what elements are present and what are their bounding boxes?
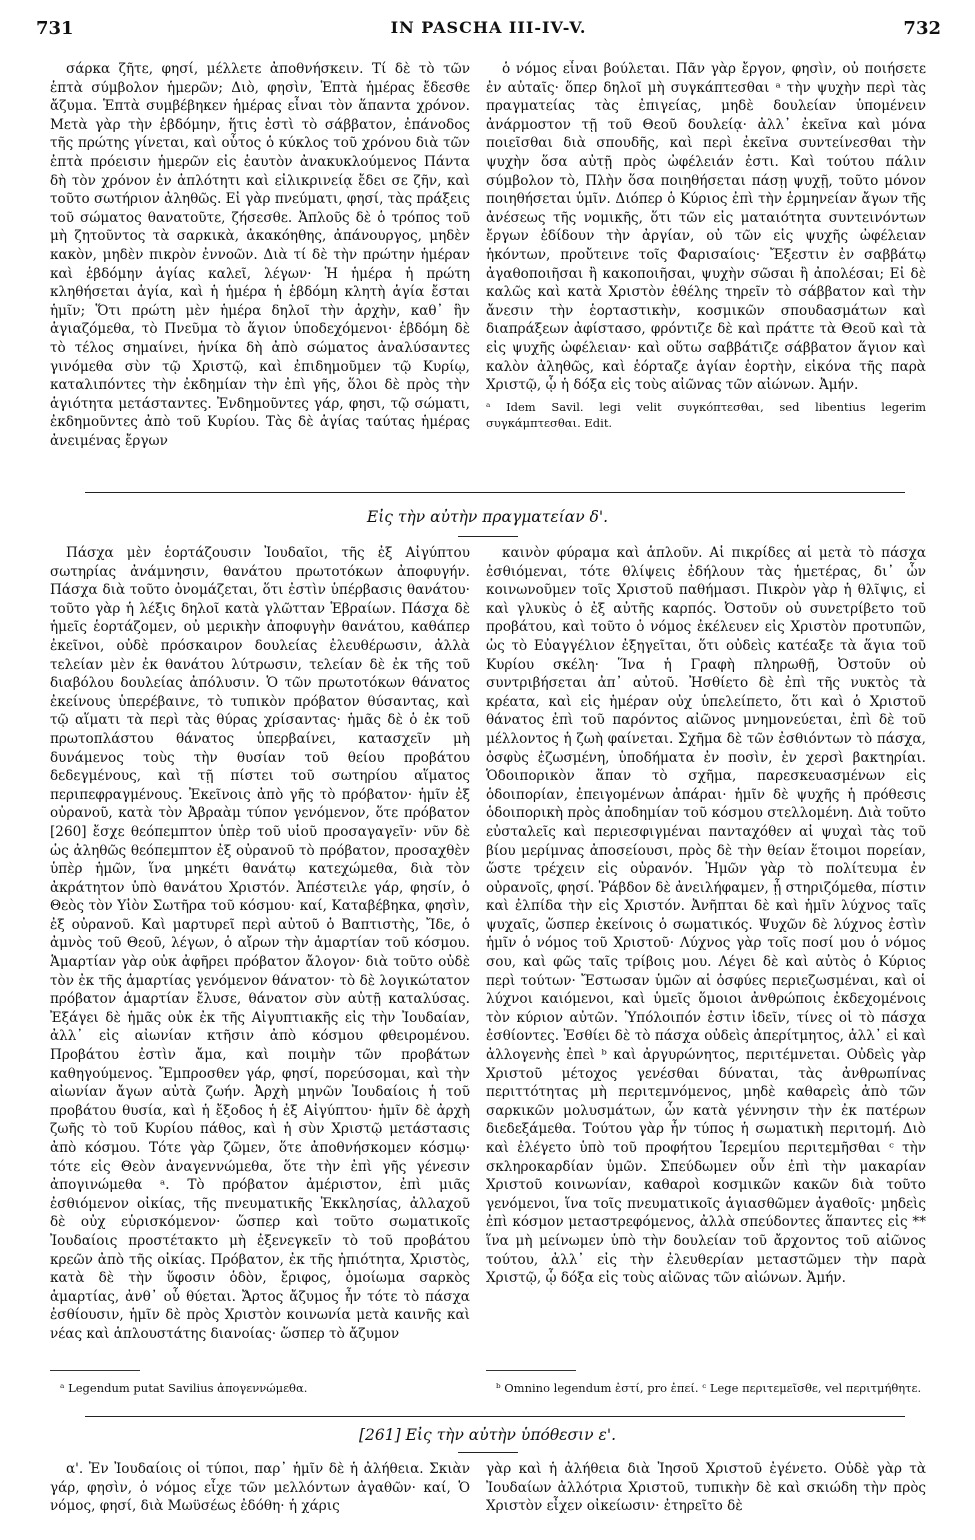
body-paragraph: Πάσχα μὲν ἑορτάζουσιν Ἰουδαῖοι, τῆς ἐξ Αἰγύπτου σωτηρίας ἀνάμνησιν, θανάτου πρωτοτόκων ἀποφυγήν. Πάσχα διὰ τοῦτο ὀνομάζεται, ὅτι ἐστὶν ὑπέρβασις θανάτου· τοῦτο γὰρ ἡ λέξις δηλοῖ κατὰ γλῶτταν Ἑβραίων. Πάσχα δὲ ἡμεῖς ἑορτάζομεν, οὐ μερικὴν ἀποφυγὴν θανάτου, καθάπερ ἐκεῖνοι, οὐδὲ πρόσκαιρον δουλείας ἐλευθέρωσιν, ἀλλὰ τελείαν μὲν ἐκ θανάτου λύτρωσιν, τελείαν δὲ ἐκ τῆς τοῦ διαβόλου δουλείας ἀπόλυσιν. Ὁ τῶν πρωτοτόκων θάνατος ἐκείνους ὑπερέβαινε, τὸ τυπικὸν πρόβατον θύσαντας, καὶ τῷ αἵματι τὰ περὶ τὰς θύρας χρίσαντας· ἡμᾶς δὲ ὁ ἐκ τοῦ πρωτοπλάστου θάνατος ὑπερβαίνει, κατασχεῖν μὴ δυνάμενος τοὺς τὴν θυσίαν τοῦ θείου προβάτου δεδεγμένους, καὶ τῇ πίστει τοῦ σωτηρίου αἵματος περιπεφραγμένους. Ἐκεῖνοις ἀπὸ γῆς τὸ πρόβατον· ἡμῖν ἐξ οὐρανοῦ, κατὰ τὸν Ἀβραὰμ τύπον γενόμενον, ὅτε πρόβατον [260] ἔσχε θεόπεμπτον ὑπὲρ τοῦ υἱοῦ προσαγαγεῖν· νῦν δὲ ὡς ἀληθῶς θεόπεμπτον ἐξ οὐρανοῦ τὸ πρόβατον, προσαχθὲν ὑπὲρ ἡμῶν, ἵνα μηκέτι θανάτῳ κατεχώμεθα, διὰ τὸν ἀκράτητον ὑπὸ θανάτου Χριστόν. Ἀπέστειλε γάρ, φησίν, ὁ Θεὸς τὸν Υἱὸν Σωτῆρα τοῦ κόσμου· καί, Καταβέβηκα, φησὶν, ἐξ οὐρανοῦ. Καὶ μαρτυρεῖ περὶ αὐτοῦ ὁ Βαπτιστὴς, Ἴδε, ὁ ἀμνὸς τοῦ Θεοῦ, λέγων, ὁ αἴρων τὴν ἁμαρτίαν τοῦ κόσμου. Ἁμαρτίαν γὰρ οὐκ ἀφῆρει πρόβατον ἄλογον· διὰ τοῦτο οὐδὲ τὸν ἐκ τῆς ἁμαρτίας γενόμενον θάνατον· τὸ δὲ λογικώτατον πρόβατον ἁμαρτίαν ἔλυσε, θάνατον σὺν αὐτῇ καταλύσας. Ἐξάγει δὲ ἡμᾶς οὐκ ἐκ τῆς Αἰγυπτιακῆς εἰς τὴν Ἰουδαίαν, ἀλλ᾽ εἰς αἰωνίαν κτῆσιν ἀπὸ κόσμου φθειρομένου. Προβάτου ἐστὶν ἄμα, καὶ ποιμὴν τῶν προβάτων καθηγούμενος. Ἔμπροσθεν γάρ, φησί, πορεύσομαι, καὶ τὴν αἰωνίαν ἄγων αὐτὰ ζωήν. Ἀρχὴ μηνῶν Ἰουδαίοις ἡ τοῦ προβάτου θυσία, καὶ ἡ ἔξοδος ἡ ἐξ Αἰγύπτου· ἡμῖν δὲ ἀρχὴ ζωῆς τὸ τοῦ Κυρίου πάθος, καὶ ἡ σὺν Χριστῷ μετάστασις ἀπὸ κόσμου. Τότε γὰρ ζῶμεν, ὅτε ἀποθνήσκομεν κόσμῳ· τότε εἰς Θεὸν ἀναγεννώμεθα, ὅτε τὴν ἐπὶ γῆς γένεσιν ἀπογινώμεθα ᵃ. Τὸ πρόβατον ἀμέριστον, ἐπὶ μιᾶς ἐσθιόμενον οἰκίας, τῆς πνευματικῆς Ἐκκλησίας, ἀλλαχοῦ δὲ οὐχ εὑρισκόμενον· ὥσπερ καὶ τοῦτο σωματικοῖς Ἰουδαίοις προστέτακτο μὴ ἐξενεγκεῖν τὸ τοῦ προβάτου κρεῶν ἀπὸ τῆς οἰκίας. Πρόβατον, ἐκ τῆς ἠπιότητα, Χριστὸς, κατὰ δὲ τὴν ὕφοσιν ὁδὸν, ἔριφος, ὁμοίωμα σαρκὸς ἁμαρτίας, ἀνθ᾽ οὗ θύεται. Ἄρτος ἄζυμος ἦν τότε τὸ πάσχα ἐσθίουσιν, ἡμῖν δὲ πρὸς Χριστὸν κοινωνία μετὰ καινῆς καὶ νέας καὶ ἁπλουστάτης διανοίας· ὥσπερ τὸ ἄζυμον xyxy=(50,545,470,1342)
bottom-left-column xyxy=(50,1460,470,1534)
top-right-column xyxy=(486,60,926,480)
footnote-rule-right xyxy=(486,1370,576,1371)
footnote-right: ᵇ Omnino legendum ἐστί, pro ἐπεί. ᶜ Lege περιτεμεῖσθε, vel περιτμήθητε. xyxy=(496,1381,922,1395)
middle-right-column xyxy=(486,544,926,1364)
running-title: IN PASCHA III-IV-V. xyxy=(390,18,587,37)
page-header xyxy=(36,18,941,46)
bottom-right-column xyxy=(486,1460,926,1534)
footnote-rule-left xyxy=(50,1370,140,1371)
body-paragraph: α'. Ἐν Ἰουδαίοις οἱ τύποι, παρ᾽ ἡμῖν δὲ ἡ ἀλήθεια. Σκιὰν γάρ, φησὶν, ὁ νόμος εἶχε τῶν μελλόντων ἀγαθῶν· καί, Ὁ νόμος, φησί, διὰ Μωϋσέως ἐδόθη· ἡ χάρις xyxy=(50,1461,470,1515)
footnote: ᵃ Idem Savil. legi velit συγκόπτεσθαι, sed libentius legerim συγκάμπτεσθαι. Edit. xyxy=(486,399,926,430)
section-heading: Εἰς τὴν αὐτὴν πραγματείαν δ'. xyxy=(366,508,609,526)
body-paragraph: ὁ νόμος εἶναι βούλεται. Πᾶν γὰρ ἔργον, φησὶν, οὐ ποιήσετε ἐν αὐταῖς· ὅπερ δηλοῖ μὴ συγκάπτεσθαι ᵃ τὴν ψυχὴν περὶ τὰς πραγματείας τὰς ἐπιγείας, μηδὲ δουλείαν ὑπομένειν ἀνάρμοστον τῇ τοῦ Θεοῦ δουλείᾳ· ἀλλ᾽ ἐκεῖνα καὶ μόνα ποιεῖσθαι διὰ σπουδῆς, καὶ περὶ ἐκεῖνα συντείνεσθαι τὴν ψυχὴν ὅσα αὐτῇ πρὸς ὠφέλειάν ἐστι. Καὶ τούτου πάλιν σύμβολον τὸ, Πλὴν ὅσα ποιηθήσεται πάσῃ ψυχῇ, τοῦτο μόνον ποιηθήσεται ὑμῖν. Διόπερ ὁ Κύριος ἐπὶ τὴν ἑρμηνείαν ἄγων τῆς ἀνέσεως τῆς νομικῆς, ὅτι τῶν εἰς ματαιότητα συντεινόντων ἔργων ἐδίδουν τὴν ἀργίαν, οὐ τῶν εἰς ψυχῆς ὠφέλειαν ἡκόντων, προὔτεινε τοῖς Φαρισαίοις· Ἔξεστιν ἐν σαββάτῳ ἀγαθοποιῆσαι ἢ κακοποιῆσαι, ψυχὴν σῶσαι ἢ ἀπολέσαι; Εἰ δὲ καλῶς καὶ κατὰ Χριστὸν ἐθέλης τηρεῖν τὸ σάββατον καὶ τὴν ἄνεσιν τὴν ἑορταστικὴν, κοσμικῶν σπουδασμάτων καὶ διαπράξεων ἀφίστασο, φρόντιζε δὲ καὶ πράττε τὰ Θεοῦ καὶ τὰ εἰς ψυχῆς ὠφέλειαν· καὶ οὕτω σαββάτιζε σάββατον ἅγιον καὶ καλὸν ἀληθῶς, καὶ ἑόρταζε ἁγίαν ἑορτὴν, εἰκόνα τῆς παρὰ Χριστῷ, ᾧ ἡ δόξα εἰς τοὺς αἰῶνας τῶν αἰώνων. Ἀμήν. xyxy=(486,61,926,394)
heading-underline xyxy=(458,1452,518,1453)
top-left-column xyxy=(50,60,470,470)
body-paragraph: καινὸν φύραμα καὶ ἁπλοῦν. Αἱ πικρίδες αἱ μετὰ τὸ πάσχα ἐσθιόμεναι, τότε θλίψεις ἐδήλουν τὰς ἡμετέρας, δι᾽ ὧν κοινωνοῦμεν τοῖς Χριστοῦ παθήμασι. Πικρὸν γὰρ ἡ θλῖψις, εἰ καὶ γλυκὺς ὁ ἐξ αὐτῆς καρπός. Ὀστοῦν οὐ συνετρίβετο τοῦ προβάτου, καὶ τοῦτο ὁ νόμος ἐκέλευεν εἰς Χριστὸν προτυπῶν, ὡς τὸ Εὐαγγέλιον ἐξηγεῖται, ὅτι οὐδεὶς κατέαξε τὰ ἅγια τοῦ Κυρίου σκέλη· Ἵνα ἡ Γραφὴ πληρωθῇ, Ὀστοῦν οὐ συντριβήσεται ἀπ᾽ αὐτοῦ. Ἠσθίετο δὲ ἐπὶ τῆς νυκτὸς τὰ κρέατα, καὶ εἰς ἡμέραν οὐχ ὑπελείπετο, ὅτι καὶ ὁ Χριστοῦ θάνατος ἐπὶ τοῦ παρόντος αἰῶνος μνημονεύεται, ἐπὶ δὲ τοῦ μέλλοντος ἡ ζωὴ φαίνεται. Σχῆμα δὲ τῶν ἐσθιόντων τὸ πάσχα, ὀσφὺς ἐζωσμένη, ὑποδήματα ἐν ποσὶν, ἐν χερσὶ βακτηρίαι. Ὁδοιπορικὸν ἅπαν τὸ σχῆμα, παρεσκευασμένων εἰς ὁδοιπορίαν, ἐπειγομένων ἀπάραι· ἡμῖν δὲ ψυχῆς ἡ πρόθεσις ὁδοιπορικὴ πρὸς ἀποδημίαν τοῦ κόσμου στελλομένη. Διὰ τοῦτο εὐσταλεῖς καὶ περιεσφιγμέναι πανταχόθεν αἱ ψυχαὶ τὰς τοῦ βίου μερίμνας ἀποσείουσι, πρὸς δὲ τὴν θείαν ἕτοιμοι πορείαν, ὥστε τρέχειν εἰς οὐρανόν. Ἡμῶν γὰρ τὸ πολίτευμα ἐν οὐρανοῖς, φησί. Ῥάβδον δὲ ἀνειλήφαμεν, ᾗ στηριζόμεθα, πίστιν καὶ ἐλπίδα τὴν εἰς Χριστόν. Ἀνῆπται δὲ καὶ ἡμῖν λύχνος ταῖς ψυχαῖς, ὥσπερ ἐκείνοις ὁ σωματικός. Ψυχῶν δὲ λύχνος ἐστὶν ἡμῖν ὁ νόμος τοῦ Χριστοῦ· Λύχνος γὰρ τοῖς ποσί μου ὁ νόμος σου, καὶ φῶς ταῖς τρίβοις μου. Λέγει δὲ καὶ αὐτὸς ὁ Κύριος περὶ τούτων· Ἔστωσαν ὑμῶν αἱ ὀσφύες περιεζωσμέναι, καὶ οἱ λύχνοι καιόμενοι, καὶ ὑμεῖς ὅμοιοι ἀνθρώποις ἐκδεχομένοις τὸν κύριον αὐτῶν. Ὑπόλοιπόν ἐστιν ἰδεῖν, τίνες οἱ τὸ πάσχα ἐσθίοντες. Ἐσθίει δὲ τὸ πάσχα οὐδεὶς ἀπερίτμητος, ἀλλ᾽ εἰ καὶ ἀλλογενὴς ἐπεὶ ᵇ καὶ ἀργυρώνητος, περιτέμνεται. Οὐδεὶς γὰρ Χριστοῦ μέτοχος γενέσθαι δύναται, τὰς ἀνθρωπίνας περιττότητας μὴ περιτεμνόμενος, μηδὲ καθαρεὶς ἀπὸ τῶν σαρκικῶν μολυσμάτων, ὧν κατὰ γέννησιν τὴν ἐκ πατέρων διεδεξάμεθα. Τούτου γὰρ ἦν τύπος ἡ σωματικὴ περιτομή. Διὸ καὶ ἐλέγετο ὑπὸ τοῦ προφήτου Ἱερεμίου περιτεμῆσθαι ᶜ τὴν σκληροκαρδίαν ὑμῶν. Σπεύδωμεν οὖν ἐπὶ τὴν μακαρίαν Χριστοῦ κοινωνίαν, καθαροὶ κοσμικῶν κακῶν διὰ τοῦτο γενόμενοι, ἵνα τοῖς πνευματικοῖς ἁγιασθῶμεν ἀγαθοῖς· μηδεὶς ἐπὶ κόσμον μεταστρεφόμενος, ἀλλὰ σπεύδοντες ἅπαντες εἰς ** ἵνα μὴ μείνωμεν ὑπὸ τὴν δουλείαν τοῦ ἄρχοντος τοῦ αἰῶνος τούτου, ἀλλ᾽ εἰς τὴν ἐλευθερίαν μεταστῶμεν τὴν παρὰ Χριστῷ, ᾧ δόξα εἰς τοὺς αἰῶνας τῶν αἰώνων. Ἀμήν. xyxy=(486,545,926,1287)
body-paragraph: σάρκα ζῆτε, φησί, μέλλετε ἀποθνήσκειν. Τί δὲ τὸ τῶν ἑπτὰ σύμβολον ἡμερῶν; Διὸ, φησὶν, Ἑπτὰ ἡμέρας ἔδεσθε ἄζυμα. Ἑπτὰ συμβέβηκεν ἡμέρας εἶναι τὸν ἅπαντα χρόνον. Μετὰ γὰρ τὴν ἑβδόμην, ἥτις ἐστὶ τὸ σάββατον, ἐπάνοδος τῆς πρώτης γίνεται, καὶ οὗτος ὁ κύκλος τοῦ χρόνου διὰ τῶν ἑπτὰ πρόεισιν ἡμερῶν εἰς ἑαυτὸν ἀνακυκλούμενος Πάντα δὴ τὸν χρόνον ἐν ἁπλότητι καὶ εἰλικρινείᾳ ἔδει σε ζῆν, καὶ τοῦτο σωτήριον ἀληθῶς. Εἰ γὰρ πνεύματι, φησί, τὰς πράξεις τοῦ σώματος θανατοῦτε, ζήσεσθε. Ἁπλοῦς δὲ ὁ τρόπος τοῦ μὴ ζητοῦντος τὰ σαρκικὰ, ἀκακόηθης, ἀπάνουργος, μηδὲν κακὸν, μηδὲν πικρὸν ἐννοῶν. Διὰ τί δὲ τὴν πρώτην ἡμέραν καὶ ἑβδόμην ἁγίας καλεῖ, λέγων· Ἡ ἡμέρα ἡ πρώτη κληθήσεται ἁγία, καὶ ἡ ἡμέρα ἡ ἑβδόμη κλητὴ ἁγία ἔσται ἡμῖν; Ὅτι πρώτη μὲν ἡμέρα δηλοῖ τὴν ἀρχὴν, καθ᾽ ἣν ἁγιαζόμεθα, τὸ Πνεῦμα τὸ ἅγιον ὑποδεχόμενοι· ἑβδόμη δὲ τὸ τέλος σημαίνει, ἡνίκα δὴ ἀπὸ σώματος ἀναλύσαντες γινόμεθα σὺν τῷ Χριστῷ, καὶ ἐπιδημοῦμεν τῷ Κυρίῳ, καταλιπόντες τὴν ἐκδημίαν τὴν ἐπὶ γῆς, ὅλοι δὲ πρὸς τὴν ἁγιότητα μετάσταντες. Ἐνδημοῦντες γάρ, φησι, τῷ σώματι, ἐκδημοῦντες ἀπὸ τοῦ Κυρίου. Τὰς δὲ ἁγίας ταύτας ἡμέρας ἀνειμένας ἔργων xyxy=(50,61,470,449)
section-divider xyxy=(85,492,905,493)
page-number-right: 732 xyxy=(903,18,941,39)
body-paragraph: γὰρ καὶ ἡ ἀλήθεια διὰ Ἰησοῦ Χριστοῦ ἐγένετο. Οὐδὲ γὰρ τὰ Ἰουδαίων ἀλλότρια Χριστοῦ, τυπικὴν δὲ καὶ σκιώδη τὴν πρὸς Χριστὸν εἶχεν οἰκείωσιν· ἐτηρεῖτο δὲ xyxy=(486,1461,926,1515)
middle-left-column xyxy=(50,544,470,1364)
footnote-left: ᵃ Legendum putat Savilius ἀπογεννώμεθα. xyxy=(60,1381,308,1395)
section-heading: [261] Εἰς τὴν αὐτὴν ὑπόθεσιν ε'. xyxy=(358,1426,617,1444)
page-number-left: 731 xyxy=(36,18,74,39)
section-divider xyxy=(85,1416,905,1417)
heading-underline xyxy=(458,536,518,537)
